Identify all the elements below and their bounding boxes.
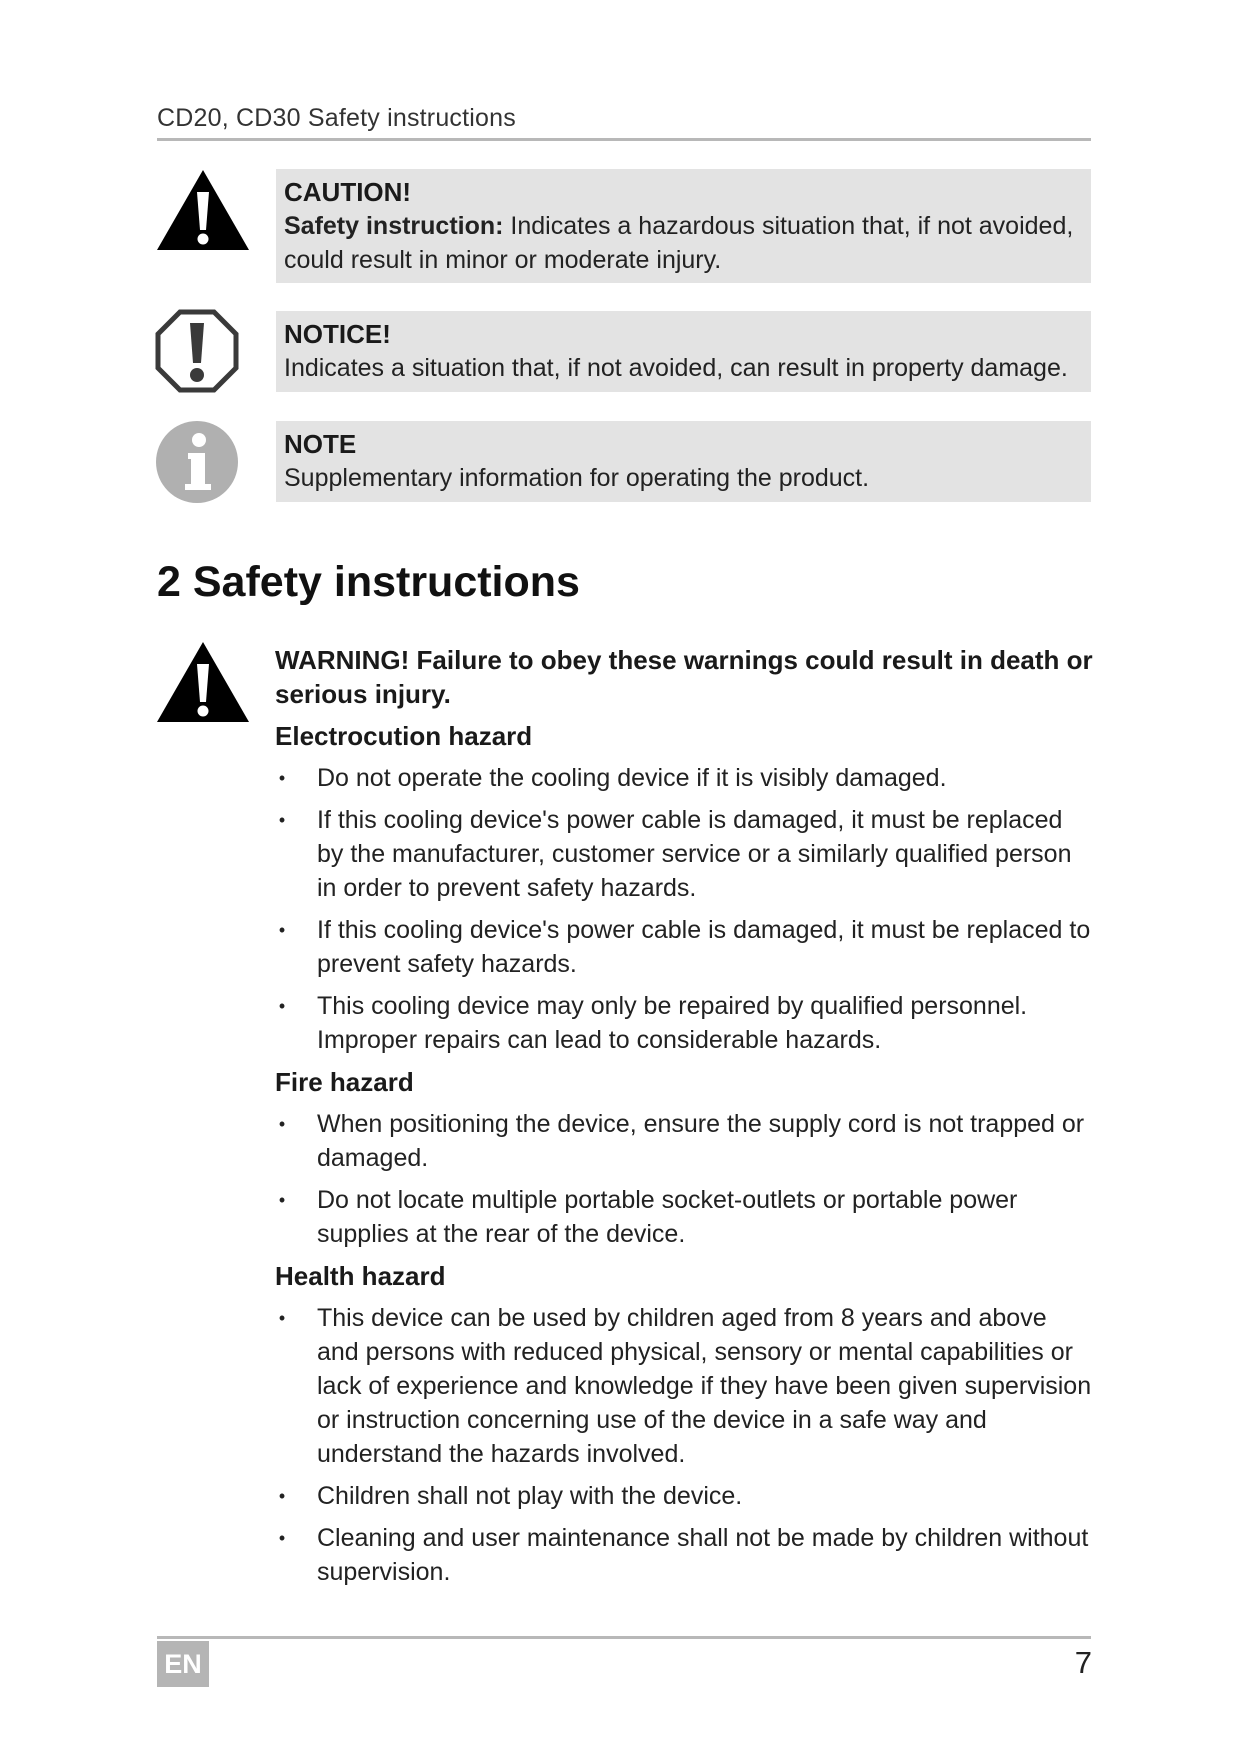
caution-notice-box: [276, 169, 1091, 283]
language-badge: EN: [157, 1641, 209, 1687]
list-item: • If this cooling device's power cable is damaged, it must be replaced by the manufacturer, customer service or a similarly qualified person in order to prevent safety hazards.: [275, 803, 1095, 905]
warning-triangle-icon: [155, 640, 251, 729]
list-item: • This cooling device may only be repaired by qualified personnel. Improper repairs can lead to considerable hazards.: [275, 989, 1095, 1057]
caution-text: [284, 209, 1083, 277]
caution-title: CAUTION!: [284, 177, 412, 207]
list-item: • When positioning the device, ensure the supply cord is not trapped or damaged.: [275, 1107, 1095, 1175]
bullet: •: [278, 996, 286, 1016]
bullet: •: [278, 1486, 286, 1506]
bullet: •: [278, 1114, 286, 1134]
bullet: •: [278, 920, 286, 940]
caution-lead: Safety instruction:: [284, 212, 504, 240]
electrocution-hazard-heading: Electrocution hazard: [275, 721, 533, 751]
list-item: • Do not operate the cooling device if it is visibly damaged.: [275, 761, 1095, 795]
note-text: Supplementary information for operating the product.: [284, 464, 870, 492]
bullet: •: [278, 1190, 286, 1210]
notice-title: NOTICE!: [284, 319, 391, 349]
bullet: •: [278, 1308, 286, 1328]
warning-statement: WARNING! Failure to obey these warnings could result in death or serious injury.: [275, 645, 1093, 709]
running-header: CD20, CD30 Safety instructions: [157, 104, 516, 132]
list-item: • Do not locate multiple portable socket-outlets or portable power supplies at the rear of the device.: [275, 1183, 1095, 1251]
note-title: NOTE: [284, 429, 357, 459]
notice-box: [276, 311, 1091, 392]
warning-triangle-icon: [155, 168, 251, 257]
fire-hazard-list: [275, 1107, 1095, 1251]
list-item: • If this cooling device's power cable is damaged, it must be replaced to prevent safety hazards.: [275, 913, 1095, 981]
fire-hazard-heading: Fire hazard: [275, 1067, 414, 1097]
health-hazard-heading: Health hazard: [275, 1261, 446, 1291]
bullet: •: [278, 810, 286, 830]
header-divider: [157, 138, 1091, 141]
list-item: • This device can be used by children aged from 8 years and above and persons with reduced physical, sensory or mental capabilities or lack of experience and knowledge if they have been given supervision or instruction concerning use of the device in a safe way and understand the hazards involved.: [275, 1301, 1095, 1471]
bullet: •: [278, 768, 286, 788]
safety-instructions-content: [275, 643, 1095, 1597]
notice-text: Indicates a situation that, if not avoided, can result in property damage.: [284, 354, 1068, 382]
note-box: [276, 421, 1091, 502]
info-icon: [155, 420, 239, 509]
section-heading: 2 Safety instructions: [157, 558, 580, 606]
octagon-exclamation-icon: [155, 309, 239, 398]
health-hazard-list: [275, 1301, 1095, 1589]
footer-divider: [157, 1636, 1091, 1639]
list-item: • Cleaning and user maintenance shall not be made by children without supervision.: [275, 1521, 1095, 1589]
list-item: • Children shall not play with the device.: [275, 1479, 1095, 1513]
page-number: 7: [1074, 1645, 1092, 1680]
bullet: •: [278, 1528, 286, 1548]
caution-body: Indicates a hazardous situation that, if not avoided, could result in minor or moderate injury.: [284, 212, 1074, 274]
electrocution-hazard-list: [275, 761, 1095, 1057]
